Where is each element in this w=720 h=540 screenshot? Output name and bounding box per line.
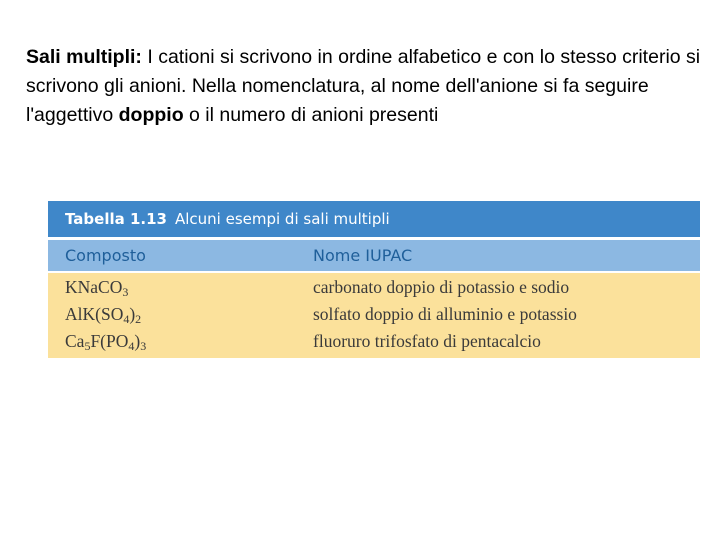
- table-caption: [48, 201, 700, 237]
- formula-text: KNaCO: [65, 277, 123, 297]
- intro-text-after: o il numero di anioni presenti: [183, 104, 439, 126]
- formula-subscript: 3: [140, 339, 147, 353]
- intro-label: Sali multipli:: [26, 46, 142, 68]
- formula-cell: [65, 274, 128, 301]
- name-cell: fluoruro trifosfato di pentacalcio: [313, 331, 541, 351]
- formula-cell: [65, 301, 141, 328]
- table-caption-title: Alcuni esempi di sali multipli: [174, 210, 390, 228]
- formula-subscript: 4: [128, 339, 135, 353]
- formula-text: AlK(SO: [65, 304, 124, 324]
- table-row: [48, 274, 700, 301]
- intro-paragraph: [26, 43, 716, 130]
- table-header-row: [48, 240, 700, 271]
- formula-text: F(PO: [90, 331, 129, 351]
- formula-subscript: 4: [123, 312, 130, 326]
- formula-subscript: 3: [122, 285, 129, 299]
- table-row: [48, 328, 700, 355]
- table-row: [48, 301, 700, 328]
- table-body: [48, 271, 700, 358]
- formula-subscript: 2: [135, 312, 142, 326]
- intro-text-before: I cationi si scrivono in ordine alfabetico e con lo stesso criterio si scrivono gli anioni. Nella nomenclatura, al nome dell'anione si fa seguire l'aggettivo: [26, 46, 701, 126]
- salts-table: [48, 201, 700, 358]
- formula-cell: [65, 328, 146, 355]
- formula-text: Ca: [65, 331, 85, 351]
- formula-text: ): [134, 331, 141, 351]
- header-composto: Composto: [65, 246, 146, 265]
- formula-subscript: 5: [84, 339, 91, 353]
- intro-emphasis: doppio: [118, 104, 184, 126]
- name-cell: solfato doppio di alluminio e potassio: [313, 304, 577, 324]
- name-cell: carbonato doppio di potassio e sodio: [313, 277, 570, 297]
- formula-text: ): [129, 304, 136, 324]
- header-nome-iupac: Nome IUPAC: [313, 246, 413, 265]
- table-caption-number: Tabella 1.13: [65, 210, 167, 228]
